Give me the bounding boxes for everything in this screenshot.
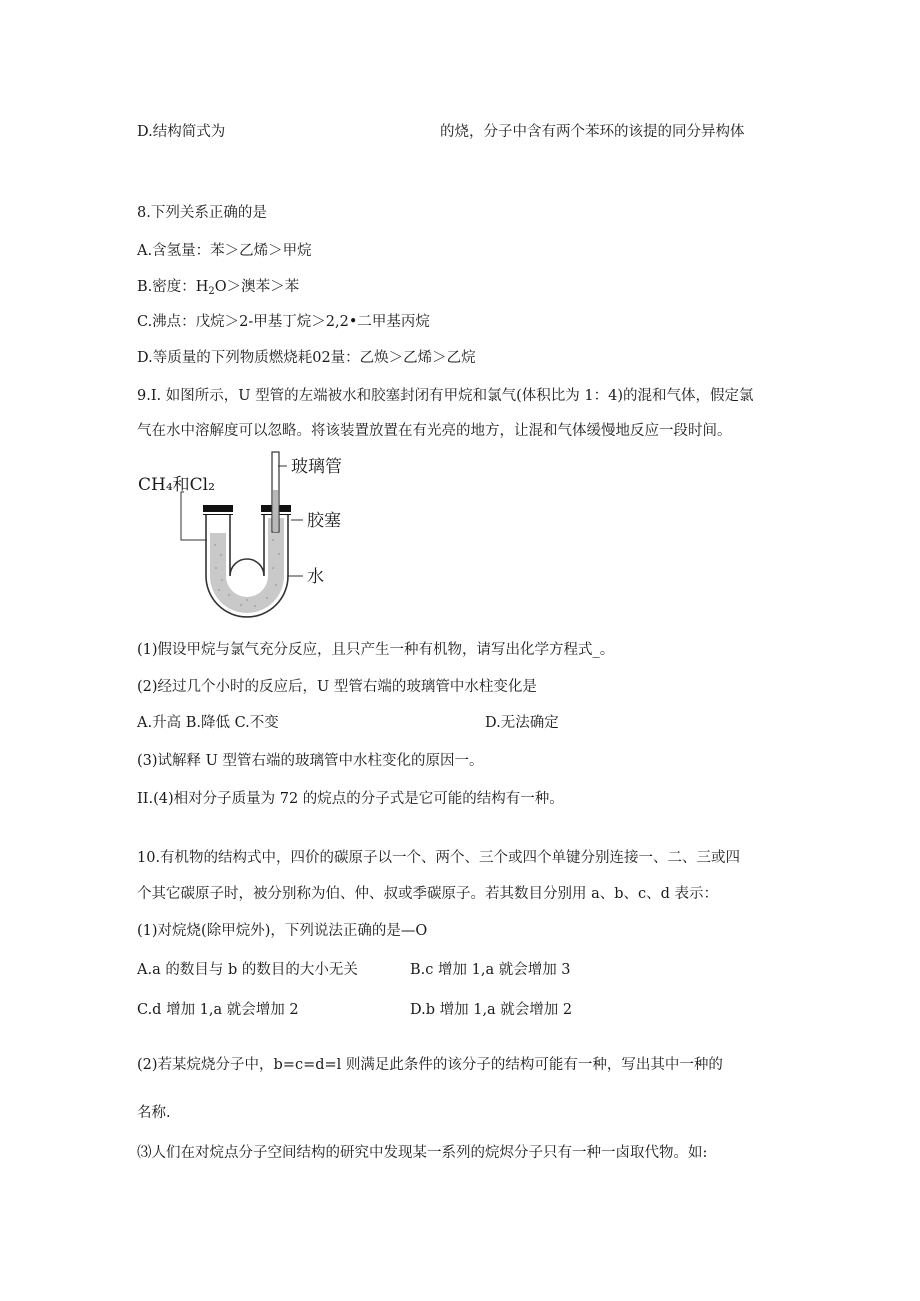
- q8-option-a: A.含氢量：苯＞乙烯＞甲烷: [137, 243, 312, 259]
- q10-option-d: D.b 增加 1,a 就会增加 2: [410, 1002, 573, 1018]
- q10-stem-line1: 10.有机物的结构式中，四价的碳原子以一个、两个、三个或四个单键分别连接一、二、三或四: [137, 850, 741, 866]
- q8-stem: 8.下列关系正确的是: [137, 205, 267, 221]
- q9-part2: (2)经过几个小时的反应后，U 型管右端的玻璃管中水柱变化是: [137, 679, 537, 695]
- q10-option-a: A.a 的数目与 b 的数目的大小无关: [137, 962, 358, 978]
- q8-option-b: [137, 277, 299, 302]
- q9-part2-option-d: D.无法确定: [485, 715, 559, 731]
- q7-option-d-right: 的烧，分子中含有两个苯环的该提的同分异构体: [440, 124, 745, 140]
- stopper-label: 胶塞: [307, 511, 341, 531]
- gas-label: CH₄和Cl₂: [138, 475, 215, 495]
- q9-stem-line1: 9.I. 如图所示，U 型管的左端被水和胶塞封闭有甲烷和氯气(体积比为 1：4)的混和气体，假定氯: [137, 388, 754, 404]
- u-tube-figure: [137, 450, 377, 630]
- u-tube-inner: [230, 512, 264, 576]
- q8-option-b-pre: B.密度：H: [137, 279, 209, 295]
- q10-part3: ⑶人们在对烷点分子空间结构的研究中发现某一系列的烷烬分子只有一种一卤取代物。如:: [137, 1145, 708, 1161]
- q10-option-c: C.d 增加 1,a 就会增加 2: [137, 1002, 299, 1018]
- tube-label: 玻璃管: [291, 457, 342, 477]
- q10-option-b: B.c 增加 1,a 就会增加 3: [410, 962, 571, 978]
- q10-part1: (1)对烷烧(除甲烷外)，下列说法正确的是—O: [137, 923, 428, 939]
- q10-part2-cont: 名称.: [137, 1105, 171, 1121]
- q9-part4: II.(4)相对分子质量为 72 的烷点的分子式是它可能的结构有一种。: [137, 791, 564, 807]
- q10-part2: (2)若某烷烧分子中，b=c=d=l 则满足此条件的该分子的结构可能有一种，写出其中一种的: [137, 1057, 723, 1073]
- q7-option-d-left: D.结构简式为: [137, 124, 226, 140]
- q9-part3: (3)试解释 U 型管右端的玻璃管中水柱变化的原因一。: [137, 753, 484, 769]
- q10-stem-line2: 个其它碳原子时，被分别称为伯、仲、叔或季碳原子。若其数目分别用 a、b、c、d 表示：: [137, 886, 719, 902]
- q9-part1: (1)假设甲烷与氯气充分反应，且只产生一种有机物，请写出化学方程式_。: [137, 642, 615, 658]
- water-label: 水: [307, 567, 324, 587]
- q8-option-d: D.等质量的下列物质燃烧耗02量：乙焕＞乙烯＞乙烷: [137, 350, 476, 366]
- q8-option-b-sub: 2: [208, 286, 215, 297]
- q8-option-b-post: O＞澳苯＞苯: [214, 279, 300, 295]
- q9-part2-options-abc: A.升高 B.降低 C.不变: [137, 715, 279, 731]
- q9-stem-line2: 气在水中溶解度可以忽略。将该装置放置在有光亮的地方，让混和气体缓慢地反应一段时间。: [137, 423, 732, 439]
- q8-option-c: C.沸点：戊烷＞2-甲基丁烷＞2,2•二甲基丙烷: [137, 314, 430, 330]
